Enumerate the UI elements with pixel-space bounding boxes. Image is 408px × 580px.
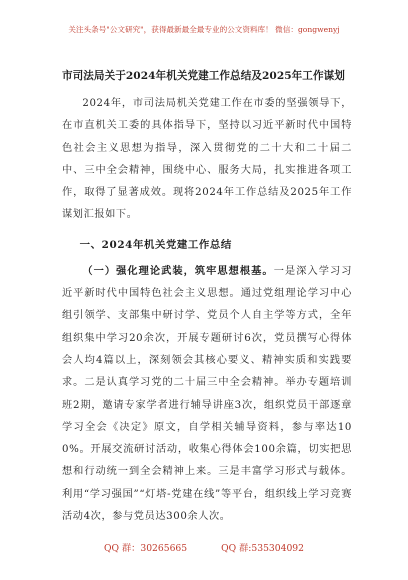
document-body	[62, 93, 352, 528]
intro-paragraph: 2024年，市司法局机关党建工作在市委的坚强领导下，在市直机关工委的具体指导下，坚持以习近平新时代中国特色社会主义思想为指导，深入贯彻党的二十大和二十届二中、三中全会精神，围绕中心、服务大局，扎实推进各项工作，取得了显著成效。现将2024年工作总结及2025年工作谋划汇报如下。	[62, 98, 352, 221]
subsection-paragraph-1	[62, 260, 352, 529]
document-title: 市司法局关于2024年机关党建工作总结及2025年工作谋划	[62, 70, 345, 82]
footer-contact	[0, 540, 408, 554]
subsection-heading-1: （一）强化理论武装，筑牢思想根基。	[82, 264, 274, 277]
qq-group-2: QQ 群:535304092	[221, 543, 304, 554]
header-promo-note: 关注头条号"公文研究"，获得最新最全最专业的公文资料库！ 微信：gongwenyj	[68, 25, 340, 34]
section-heading-1: 一、2024年机关党建工作总结	[79, 238, 232, 251]
subsection-body-1: 一是深入学习习近平新时代中国特色社会主义思想。通过党组理论学习中心组引领学、支部集中研讨学、党员个人自主学等方式，全年组织集中学习20余次，开展专题研讨6次，党员撰写心得体会人均4篇以上，深刻领会其核心要义、精神实质和实践要求。二是认真学习党的二十届三中全会精神。举办专题培训班2期，邀请专家学者进行辅导讲座3次，组织党员干部逐章学习全会《决定》原文，自学相关辅导资料，参与率达100%。开展交流研讨活动，收集心得体会100余篇，切实把思想和行动统一到全会精神上来。三是丰富学习形式与载体。利用“学习强国”“灯塔-党建在线”等平台，组织线上学习竞赛活动4次，参与党员达300余人次。	[62, 265, 352, 523]
qq-group-1: QQ 群：30265665	[103, 543, 188, 554]
